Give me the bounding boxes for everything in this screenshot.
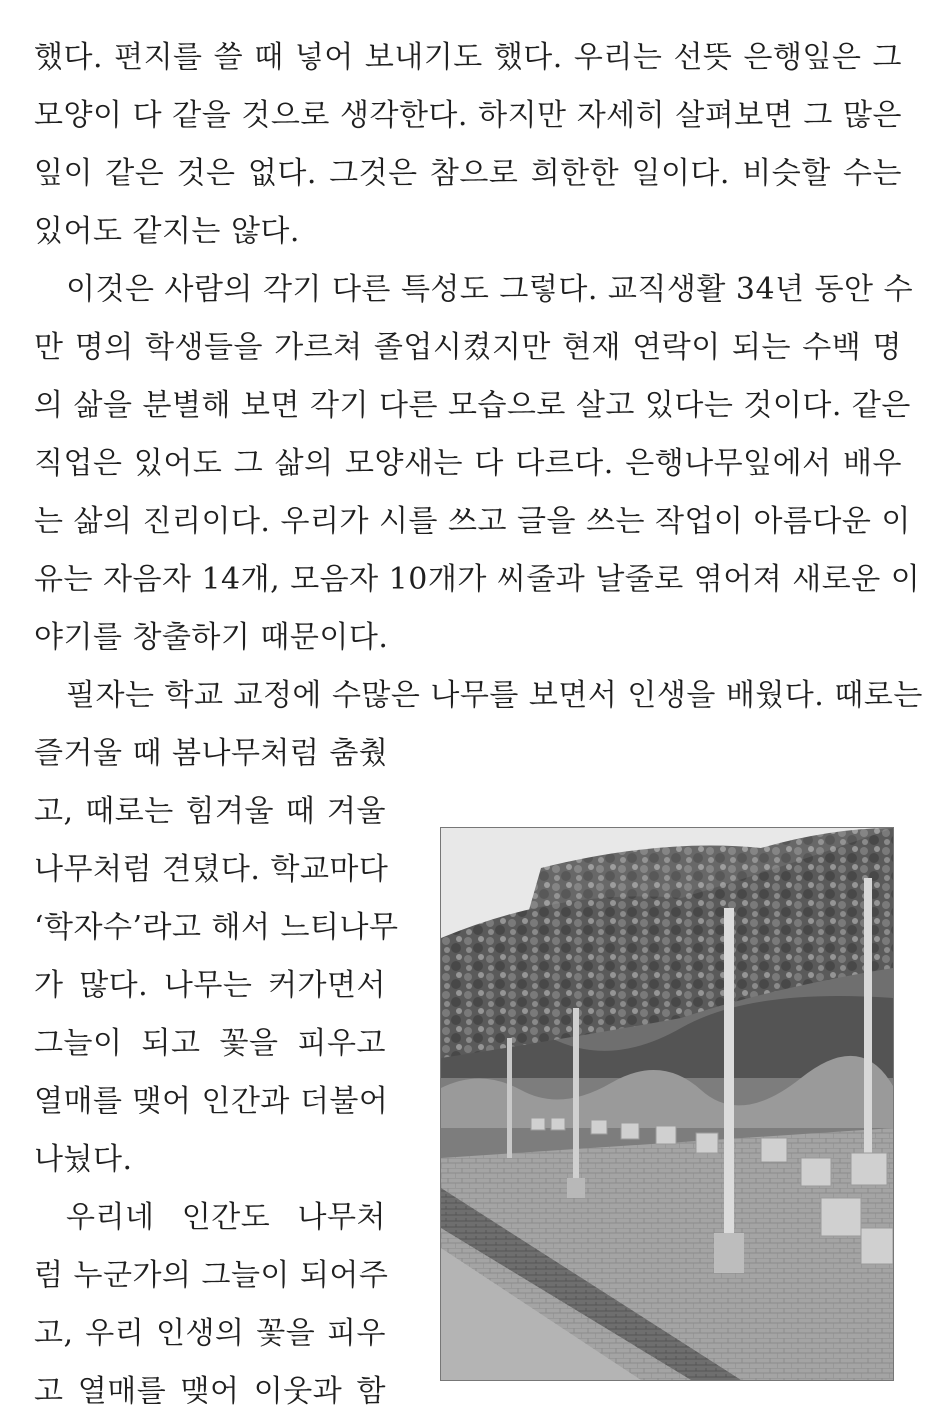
text-line: 고 열매를 맺어 이웃과 함 <box>34 1374 386 1409</box>
text-line: 우리네 인간도 나무처 <box>66 1200 386 1235</box>
text-line: 의 삶을 분별해 보면 각기 다른 모습으로 살고 있다는 것이다. 같은 <box>34 388 911 423</box>
text-line: 했다. 편지를 쓸 때 넣어 보내기도 했다. 우리는 선뜻 은행잎은 그 <box>34 40 902 75</box>
text-line: 이것은 사람의 각기 다른 특성도 그렇다. 교직생활 34년 동안 수 <box>66 272 914 307</box>
text-line: 는 삶의 진리이다. 우리가 시를 쓰고 글을 쓰는 작업이 아름다운 이 <box>34 504 911 539</box>
text-line: 즐거울 때 봄나무처럼 춤췄 <box>34 736 389 771</box>
text-line: ‘학자수’라고 해서 느티나무 <box>34 910 399 945</box>
text-line: 고, 우리 인생의 꽃을 피우 <box>34 1316 386 1351</box>
text-line: 그늘이 되고 꽃을 피우고 <box>34 1026 386 1061</box>
text-line: 럼 누군가의 그늘이 되어주 <box>34 1258 389 1293</box>
text-line: 모양이 다 같을 것으로 생각한다. 하지만 자세히 살펴보면 그 많은 <box>34 98 902 133</box>
text-line: 고, 때로는 힘겨울 때 겨울 <box>34 794 386 829</box>
text-line: 가 많다. 나무는 커가면서 <box>34 968 386 1003</box>
text-line: 야기를 창출하기 때문이다. <box>34 620 389 655</box>
text-line: 필자는 학교 교정에 수많은 나무를 보면서 인생을 배웠다. 때로는 <box>66 678 923 713</box>
text-line: 나무처럼 견뎠다. 학교마다 <box>34 852 389 887</box>
text-line: 만 명의 학생들을 가르쳐 졸업시켰지만 현재 연락이 되는 수백 명 <box>34 330 902 365</box>
text-line: 잎이 같은 것은 없다. 그것은 참으로 희한한 일이다. 비슷할 수는 <box>34 156 902 191</box>
text-line: 열매를 맺어 인간과 더불어 <box>34 1084 389 1119</box>
trellis-photo <box>440 827 894 1381</box>
text-line: 유는 자음자 14개, 모음자 10개가 씨줄과 날줄로 엮어져 새로운 이 <box>34 562 921 597</box>
text-line: 있어도 같지는 않다. <box>34 214 300 249</box>
text-line: 나눴다. <box>34 1142 133 1177</box>
text-line: 직업은 있어도 그 삶의 모양새는 다 다르다. 은행나무잎에서 배우 <box>34 446 902 481</box>
